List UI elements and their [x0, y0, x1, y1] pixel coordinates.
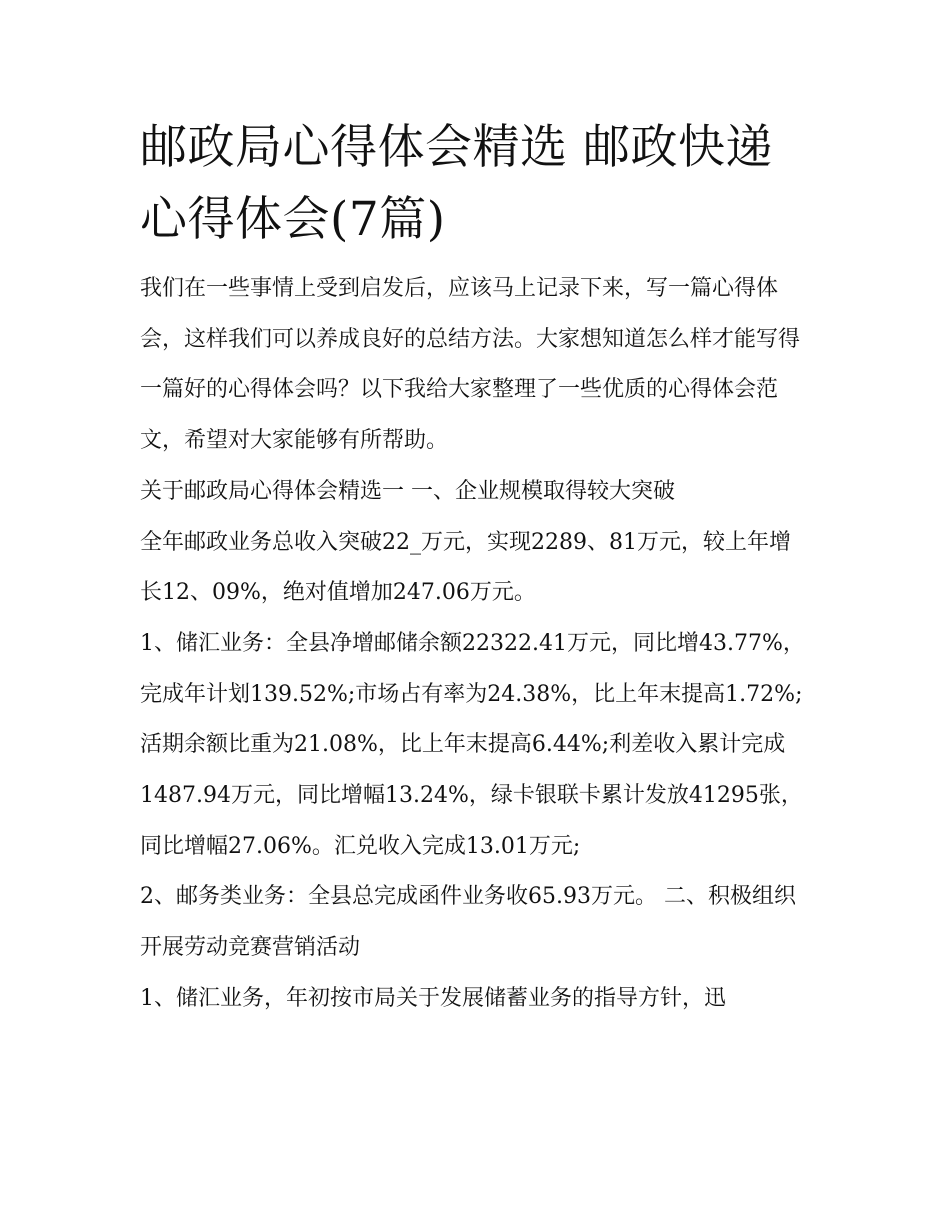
- paragraph-total-revenue: 全年邮政业务总收入突破22_万元，实现2289、81万元，较上年增长12、09%，绝对值增加247.06万元。: [140, 529, 791, 606]
- paragraph-section-heading: 关于邮政局心得体会精选一 一、企业规模取得较大突破: [140, 478, 675, 504]
- paragraph-savings-business: 1、储汇业务：全县净增邮储余额22322.41万元，同比增43.77%，完成年计划139.52%;市场占有率为24.38%，比上年末提高1.72%;活期余额比重为21.08%，比上年末提高6.44%;利差收入累计完成1487.94万元，同比增幅13.24%，绿卡银联卡累计发放41295张，同比增幅27.06%。汇兑收入完成13.01万元;: [140, 630, 805, 859]
- paragraph-intro: 我们在一些事情上受到启发后，应该马上记录下来，写一篇心得体会，这样我们可以养成良好的总结方法。大家想知道怎么样才能写得一篇好的心得体会吗？以下我给大家整理了一些优质的心得体会范文，希望对大家能够有所帮助。: [140, 276, 801, 454]
- document-title: 邮政局心得体会精选 邮政快递心得体会(7篇): [140, 120, 773, 247]
- paragraph-savings-guidance: 1、储汇业务，年初按市局关于发展储蓄业务的指导方针，迅: [140, 985, 726, 1011]
- paragraph-postal-business: 2、邮务类业务：全县总完成函件业务收65.93万元。 二、积极组织开展劳动竞赛营销活动: [140, 884, 796, 961]
